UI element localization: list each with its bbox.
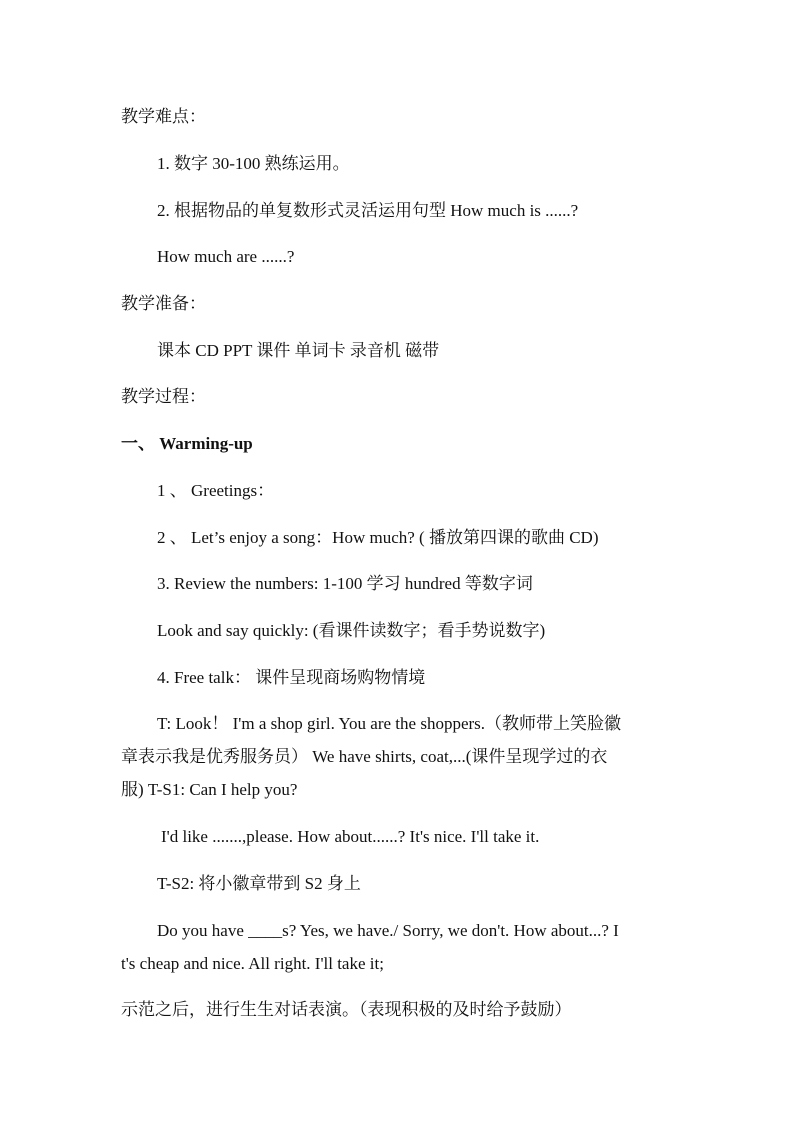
- step-song: 2 、 Let’s enjoy a song：How much? ( 播放第四课的歌曲 CD): [157, 528, 599, 547]
- difficulties-heading: 教学难点：: [121, 107, 206, 126]
- difficulty-item-2: 2. 根据物品的单复数形式灵活运用句型 How much is ......?: [157, 201, 579, 220]
- step-review-numbers: 3. Review the numbers: 1-100 学习 hundred 等数字词: [157, 574, 533, 593]
- closing-note: 示范之后，进行生生对话表演。（表现积极的及时给予鼓励）: [121, 1000, 572, 1019]
- step-free-talk: 4. Free talk： 课件呈现商场购物情境: [157, 668, 426, 687]
- preparation-items: 课本 CD PPT 课件 单词卡 录音机 磁带: [157, 341, 440, 360]
- preparation-heading: 教学准备：: [121, 294, 206, 313]
- process-heading: 教学过程：: [121, 387, 206, 406]
- dialogue-2: I'd like .......,please. How about......? It's nice. I'll take it.: [161, 827, 540, 846]
- dialogue-4-line-2: t's cheap and nice. All right. I'll take it;: [121, 954, 384, 973]
- dialogue-3: T-S2: 将小徽章带到 S2 身上: [157, 874, 361, 893]
- difficulty-item-2-continued: How much are ......?: [157, 247, 295, 266]
- dialogue-4-line-1: Do you have ____s? Yes, we have./ Sorry, we don't. How about...? I: [157, 921, 619, 940]
- difficulty-item-1: 1. 数字 30-100 熟练运用。: [157, 154, 350, 173]
- dialogue-1-line-1: T: Look！ I'm a shop girl. You are the shoppers.（教师带上笑脸徽: [157, 714, 622, 733]
- section-warming-up-title: 一、 Warming-up: [121, 434, 253, 453]
- dialogue-1-line-3: 服) T-S1: Can I help you?: [121, 780, 298, 799]
- step-look-and-say: Look and say quickly: (看课件读数字；看手势说数字): [157, 621, 546, 640]
- dialogue-1-line-2: 章表示我是优秀服务员） We have shirts, coat,...(课件呈现学过的衣: [121, 747, 608, 766]
- step-greetings: 1 、 Greetings：: [157, 481, 275, 500]
